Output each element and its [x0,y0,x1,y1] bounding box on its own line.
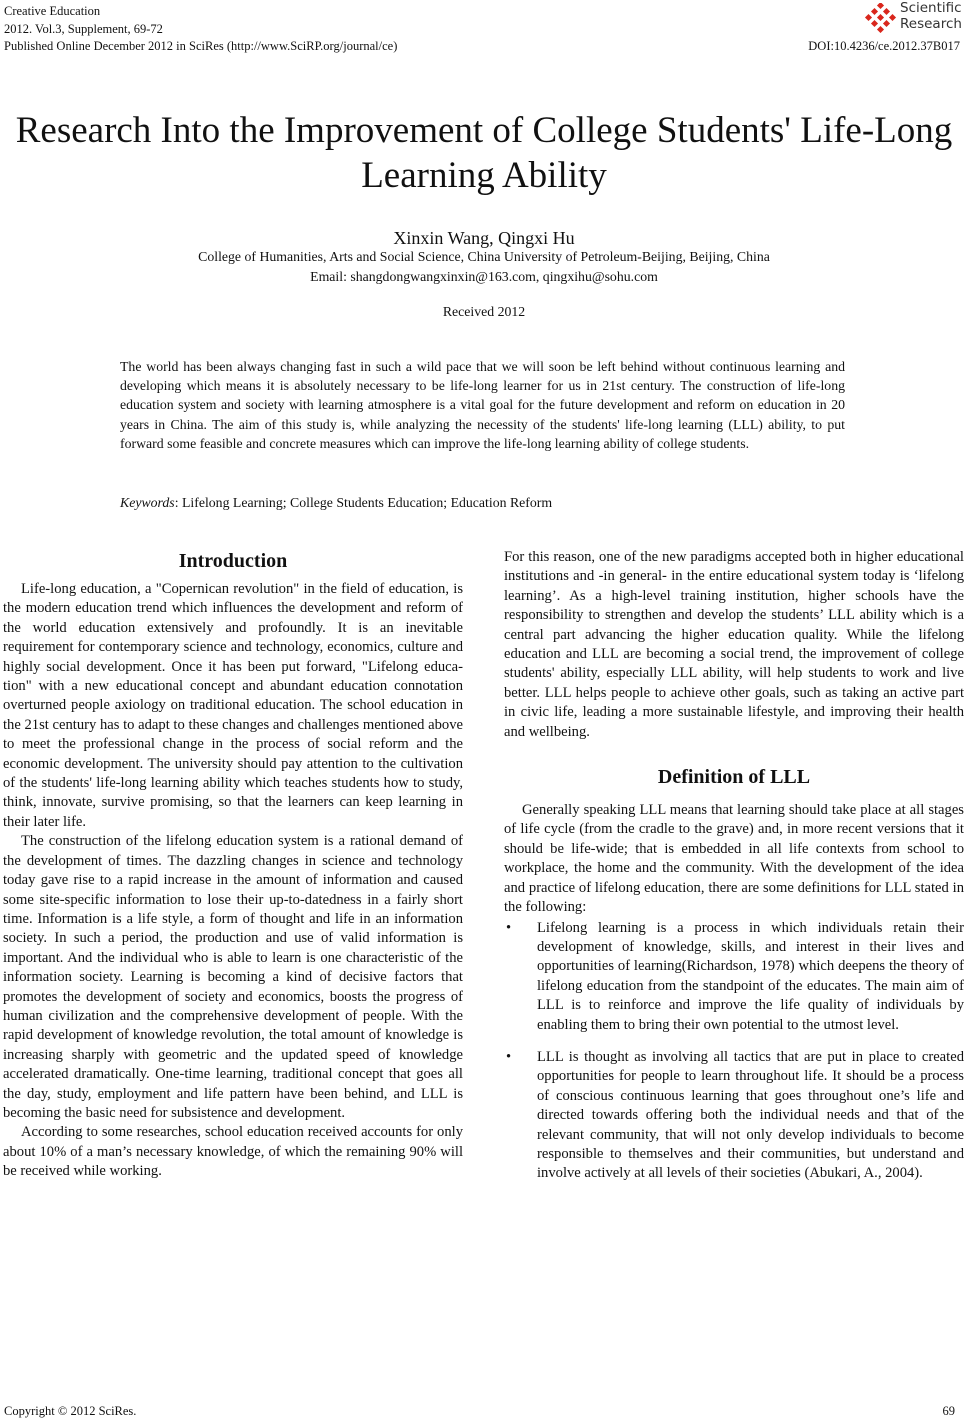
logo-line-2: Research [900,15,962,32]
logo-text [900,1,962,32]
page-number: 69 [942,1404,955,1418]
journal-volume: 2012. Vol.3, Supplement, 69-72 [4,21,163,36]
paper-title [0,108,968,198]
journal-published: Published Online December 2012 in SciRes (http://www.SciRP.org/journal/ce) [4,39,398,53]
list-item [504,919,964,1035]
right-column [504,548,964,1184]
journal-header [4,3,397,56]
journal-name: Creative Education [4,4,101,18]
definition-list [504,919,964,1184]
affiliation: College of Humanities, Arts and Social Science, China University of Petroleum-Beijing, Beijing, China [198,249,770,264]
intro-paragraph-1: Life-long education, a "Copernican revolution" in the field of education, is the modern education trend which influences the development and reform of the world education extensively and profoundly. It is an inevitable requirement for contemporary science and technology, economics, culture and highly social development. Once it has been put forward, "Lifelong education" with a new educational concept and abundant education connotation overturned people axiology on traditional education. The school education in the 21st century has to adapt to these changes and challenges mentioned above to meet the professional change in the process of social reform and the economic development. The university should pay attention to the cultivation of the students' life-long learning ability which teaches students how to study, think, innovate, survive promising, so that the learners can keep learning in their later life. [3,581,463,830]
right-paragraph-1: For this reason, one of the new paradigms accepted both in higher educational institutions and -in general- in the entire educational system today is ‘lifelong learning’. As a high-level training institution, higher schools have the responsibility to strengthen and develop the students’ LLL ability which is a central part advancing the higher education quality. While the lifelong education and LLL are becoming a social trend, the improvement of college students' ability, especially LLL ability, will help students to work and live better. LLL helps people to achieve other goals, such as taking an active part in civic life, leading a more sustainable lifestyle, and improving their health and wellbeing. [504,549,964,740]
section-heading-introduction: Introduction [178,550,288,572]
bullet-icon: • [506,919,512,936]
doi: DOI:10.4236/ce.2012.37B017 [808,39,960,53]
affiliation-block [0,247,968,287]
title-line-2: Learning Ability [361,155,607,196]
list-item-text: LLL is thought as involving all tactics that are put in place to created opportunities for people to learn throughout life. It should be a process of conscious continuous learning that goes throughout one’s life and directed towards offering both the individual needs and that of the relevant community, that will not only develop individuals to become responsible to themselves and their communities, but understand and involve actively at all levels of their societies (Abukari, A., 2004). [537,1048,964,1182]
abstract: The world has been always changing fast in such a wild pace that we will soon be left behind without continuous learning and developing which means it is absolutely necessary to be life-long learner for us in 21st century. The construction of life-long education system and society with learning atmosphere is a vital goal for the future development and reform on education in 20 years in China. The aim of this study is, while analyzing the necessity of the students' life-long learning (LLL) ability, to put forward some feasible and concrete measures which can improve the life-long learning ability of college students. [120,359,845,451]
copyright: Copyright © 2012 SciRes. [4,1404,137,1418]
section-heading-definition: Definition of LLL [657,766,811,789]
logo-diamond-icon [864,3,898,33]
intro-paragraph-2: The construction of the lifelong education system is a rational demand of the development of times. The dazzling changes in science and technology today gave rise to a rapid increase in the amount of information and caused some site-specific information to lose their up-to-datedness in a fairly short time. Information is a life style, a form of thought and life in an information society. In such a period, the production and use of valid information is important. And the individual who is able to learn is one characteristic of the information society. Learning is becoming a kind of decisive factors that promotes the development of society and economics, boosts the progress of human civilization and the comprehensive development of people. With the rapid development of knowledge revolution, the total amount of knowledge is increasing sharply with geometric and the updated speed of knowledge accelerated dramatically. One-time learning, traditional concept that goes all the day, study, employment and life pattern have been behind, and LLL is becoming the basic need for subsistence and development. [3,833,463,1121]
received-date: Received 2012 [442,304,526,319]
list-item [504,1048,964,1184]
email: Email: shangdongwangxinxin@163.com, qingxihu@sohu.com [310,269,658,284]
left-column [3,548,463,1182]
scientific-research-logo [864,1,964,37]
list-item-text: Lifelong learning is a process in which individuals retain their development of knowledge, skills, and interest in their lives and opportunities of learning(Richardson, 1978) which deepens the theory of lifelong education from the standpoint of the educates. The main aim of LLL is to reinforce and improve the life quality of individuals by enabling them to bring their own potential to the utmost level. [537,919,964,1033]
keywords [120,495,552,511]
authors: Xinxin Wang, Qingxi Hu [393,228,575,248]
intro-paragraph-3: According to some researches, school education received accounts for only about 10% of a man’s necessary knowledge, of which the remaining 90% will be received while working. [3,1124,463,1180]
keywords-list: : Lifelong Learning; College Students Education; Education Reform [174,495,553,510]
bullet-icon: • [506,1048,512,1065]
keywords-label: Keywords [120,495,175,510]
definition-paragraph: Generally speaking LLL means that learning should take place at all stages of life cycle (from the cradle to the grave) and, in more recent versions that it should be life-wide; that is embedded in all life contexts from school to workplace, the home and the community. With the development of the idea and practice of lifelong education, there are some definitions for LLL stated in the following: [504,802,964,916]
logo-line-1: Scientific [900,0,962,16]
title-line-1: Research Into the Improvement of College Students' Life-Long [15,110,953,151]
